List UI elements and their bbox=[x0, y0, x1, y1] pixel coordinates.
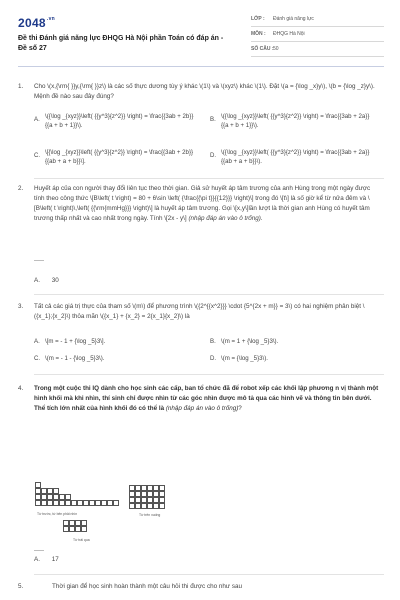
option-text: \(m = 1 + {\log _5}3\). bbox=[221, 338, 279, 345]
option-letter: A. bbox=[34, 116, 40, 123]
answer-q4[interactable] bbox=[34, 556, 59, 563]
question-text bbox=[34, 184, 382, 224]
answer-value: 17 bbox=[51, 556, 59, 563]
meta-row-count bbox=[251, 42, 384, 57]
option-text: \[{\log _{xyz}}\left( {{y^3}{z^2}} \right) = \frac{{3ab + 2b}}{{ab + a + b}}\]. bbox=[45, 149, 194, 165]
page-header bbox=[18, 12, 384, 62]
answer-q2[interactable] bbox=[34, 277, 59, 284]
question-body: Huyết áp của con người thay đổi liên tục theo thời gian. Giả sử huyết áp tâm trương của anh Hùng trong một ngày được tính theo công thức \[B\left( t \right) = 80 + 6\sin \left( {\frac{{\pi t}}{{12}}} \right)\] trong đó \[t\] là số giờ kể từ nửa đêm và \[B\left( t \right)\,\left( {{\rm{mmHg}}} \right)\] là huyết áp tâm trương. Gọi \[x,y\]lần lượt là thời gian anh Hùng có huyết tâm trương thấp nhất và cao nhất trong ngày. Tính \[2x - y\] bbox=[34, 185, 371, 222]
grid-cell bbox=[81, 526, 87, 532]
question-number: 5. bbox=[18, 583, 24, 590]
question-text: Cho \(x,{\rm{ }}y,{\rm{ }}z\) là các số thực dương tùy ý khác \(1\) và \(xyz\) khác \(1\). Đặt \(a = {\log _x}y\), \(b = {\log _z}y\). Mệnh đề nào sau đây đúng? bbox=[34, 83, 375, 100]
question-hint: (nhập đáp án vào ô trống). bbox=[188, 215, 263, 222]
question-number: 3. bbox=[18, 303, 24, 310]
header-divider bbox=[18, 66, 384, 67]
grid-cell bbox=[113, 500, 119, 506]
option-letter: D. bbox=[210, 152, 217, 159]
option-text: \(m = - 1 - {\log _5}3\). bbox=[45, 355, 105, 362]
grid-cell bbox=[159, 503, 165, 509]
question-separator bbox=[34, 574, 384, 575]
answer-dashes: ----- bbox=[34, 548, 44, 554]
meta-value: Đánh giá năng lực bbox=[273, 16, 314, 22]
logo-suffix: .vn bbox=[46, 16, 56, 22]
option-text: \(m = {\log _5}3\). bbox=[221, 355, 268, 362]
meta-row-class bbox=[251, 12, 384, 27]
exam-title: Đề thi Đánh giá năng lực ĐHQG Hà Nội phần Toán có đáp án - Đề số 27 bbox=[18, 35, 224, 52]
option-letter: B. bbox=[210, 338, 216, 345]
figure-caption: Từ trước, từ bên phải nhìn bbox=[37, 512, 78, 516]
question-hint-end: ? bbox=[238, 405, 242, 412]
figure-caption: Từ trên xuống bbox=[139, 513, 161, 517]
answer-letter: A. bbox=[34, 277, 40, 284]
answer-dashes: ----- bbox=[34, 258, 44, 264]
option-letter: A. bbox=[34, 338, 40, 345]
cube-views-figure bbox=[35, 482, 235, 544]
question-5 bbox=[18, 582, 384, 594]
meta-value: 50 bbox=[273, 46, 279, 52]
answer-value: 30 bbox=[51, 277, 59, 284]
answer-letter: A. bbox=[34, 556, 40, 563]
question-text: Thời gian để học sinh hoàn thành một câu hỏi thi được cho như sau bbox=[52, 583, 242, 590]
meta-label: MÔN : bbox=[251, 31, 266, 37]
question-number: 4. bbox=[18, 385, 24, 392]
question-text bbox=[34, 384, 382, 414]
figure-caption: Từ trái qua bbox=[73, 538, 90, 542]
question-body: Trong một cuộc thi IQ dành cho học sinh các cấp, ban tổ chức đã để robot xếp các khối lập phương n vị thành một hình khối mà khi nhìn, thí sinh chỉ được nhìn từ các góc nhìn được mô tả qua các hình vẽ và thông tin bên dưới. Thể tích lớn nhất của hình khối đó có thể là bbox=[34, 385, 379, 412]
option-text: \({\log _{xyz}}\left( {{y^3}{z^2}} \right) = \frac{{3ab + 2a}}{{a + b + 1}}\). bbox=[221, 113, 370, 129]
option-letter: B. bbox=[210, 116, 216, 123]
question-4 bbox=[18, 384, 384, 454]
meta-label: SỐ CÂU : bbox=[251, 46, 274, 52]
question-separator bbox=[34, 374, 384, 375]
question-number: 2. bbox=[18, 185, 24, 192]
question-2 bbox=[18, 184, 384, 254]
meta-value: ĐHQG Hà Nội bbox=[273, 31, 305, 37]
option-letter: C. bbox=[34, 355, 41, 362]
option-letter: C. bbox=[34, 152, 41, 159]
meta-label: LỚP : bbox=[251, 16, 265, 22]
option-text: \[m = - 1 + {\log _5}3\]. bbox=[45, 338, 106, 345]
question-text: Tất cả các giá trị thực của tham số \(m\) để phương trình \({2^{{x^2}}} \cdot {5^{2x + m}} = 3\) có hai nghiệm phân biệt \({x_1};{x_2}\) thỏa mãn \({x_1} + {x_2} = 2{x_1}{x_2}\) là bbox=[34, 303, 365, 320]
option-letter: D. bbox=[210, 355, 217, 362]
question-3 bbox=[18, 302, 384, 332]
question-separator bbox=[34, 178, 384, 179]
site-logo[interactable] bbox=[18, 16, 55, 30]
question-1 bbox=[18, 82, 384, 182]
question-number: 1. bbox=[18, 83, 24, 90]
option-text: \({\log _{xyz}}\left( {{y^3}{z^2}} \right) = \frac{{3ab + 2b}}{{a + b + 1}}\). bbox=[45, 113, 194, 129]
question-hint: (nhập đáp án vào ô trống) bbox=[165, 405, 239, 412]
option-text: \({\log _{xyz}}\left( {{y^3}{z^2}} \right) = \frac{{3ab + 2a}}{{ab + a + b}}\). bbox=[221, 149, 370, 165]
question-separator bbox=[34, 294, 384, 295]
meta-row-subject bbox=[251, 27, 384, 42]
exam-meta bbox=[251, 12, 384, 57]
logo-text: 2048 bbox=[18, 16, 46, 30]
